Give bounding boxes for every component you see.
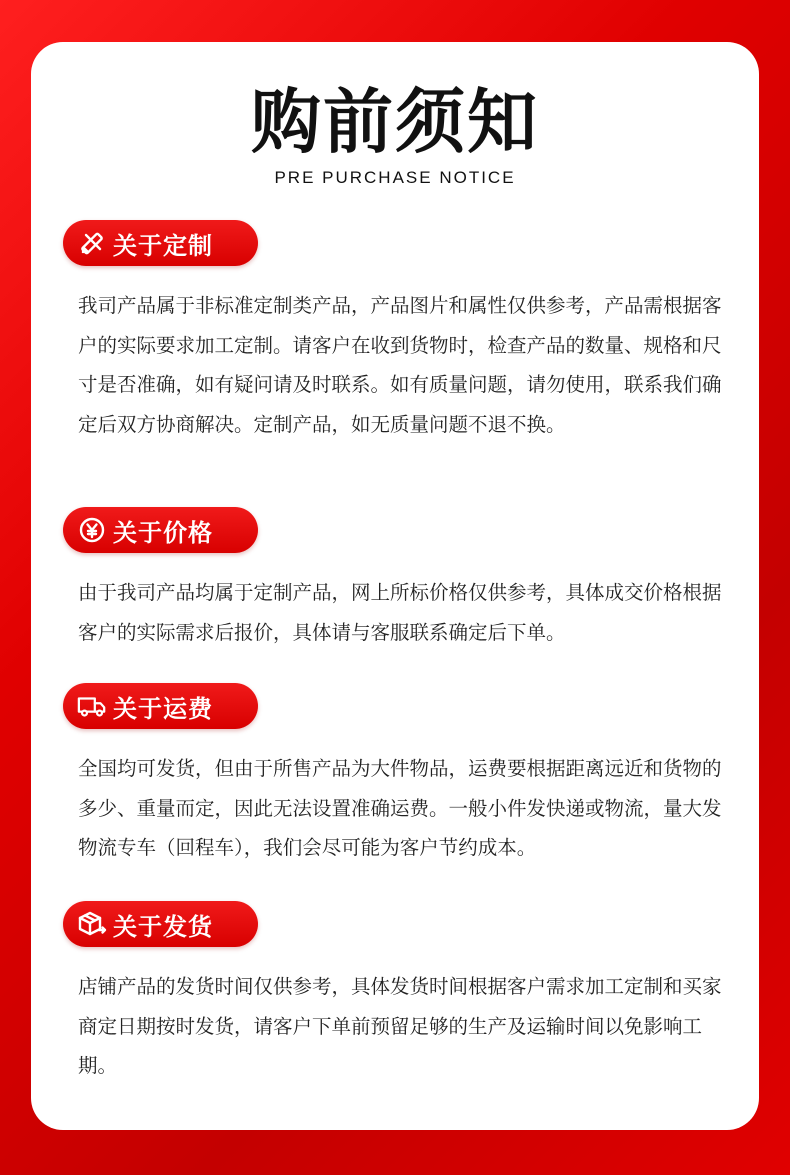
- section-badge-delivery: [63, 901, 258, 947]
- section-delivery: [63, 901, 743, 1086]
- section-label: 关于价格: [113, 518, 213, 547]
- section-label: 关于发货: [113, 912, 213, 941]
- section-badge-customization: [63, 220, 258, 266]
- section-shipping-fee: [63, 683, 743, 868]
- section-text: 由于我司产品均属于定制产品，网上所标价格仅供参考，具体成交价格根据客户的实际需求后报价，具体请与客服联系确定后下单。: [78, 581, 722, 644]
- package-delivery-icon: [77, 909, 107, 939]
- section-price: [63, 507, 743, 652]
- section-label: 关于运费: [113, 694, 213, 723]
- section-text: 店铺产品的发货时间仅供参考，具体发货时间根据客户需求加工定制和买家商定日期按时发货，请客户下单前预留足够的生产及运输时间以免影响工期。: [78, 975, 722, 1077]
- page-title: 购前须知: [251, 81, 539, 163]
- section-badge-price: [63, 507, 258, 553]
- section-customization: [63, 220, 743, 444]
- yen-icon: [77, 515, 107, 545]
- page-subtitle: PRE PURCHASE NOTICE: [274, 168, 516, 187]
- pencil-ruler-icon: [77, 228, 107, 258]
- section-text: 我司产品属于非标准定制类产品，产品图片和属性仅供参考，产品需根据客户的实际要求加工定制。请客户在收到货物时，检查产品的数量、规格和尺寸是否准确，如有疑问请及时联系。如有质量问题，请勿使用，联系我们确定后双方协商解决。定制产品，如无质量问题不退不换。: [78, 294, 722, 436]
- section-label: 关于定制: [113, 231, 213, 260]
- truck-icon: [77, 691, 107, 721]
- section-badge-shipping-fee: [63, 683, 258, 729]
- section-text: 全国均可发货，但由于所售产品为大件物品，运费要根据距离远近和货物的多少、重量而定，因此无法设置准确运费。一般小件发快递或物流，量大发物流专车（回程车），我们会尽可能为客户节约成本。: [78, 757, 722, 859]
